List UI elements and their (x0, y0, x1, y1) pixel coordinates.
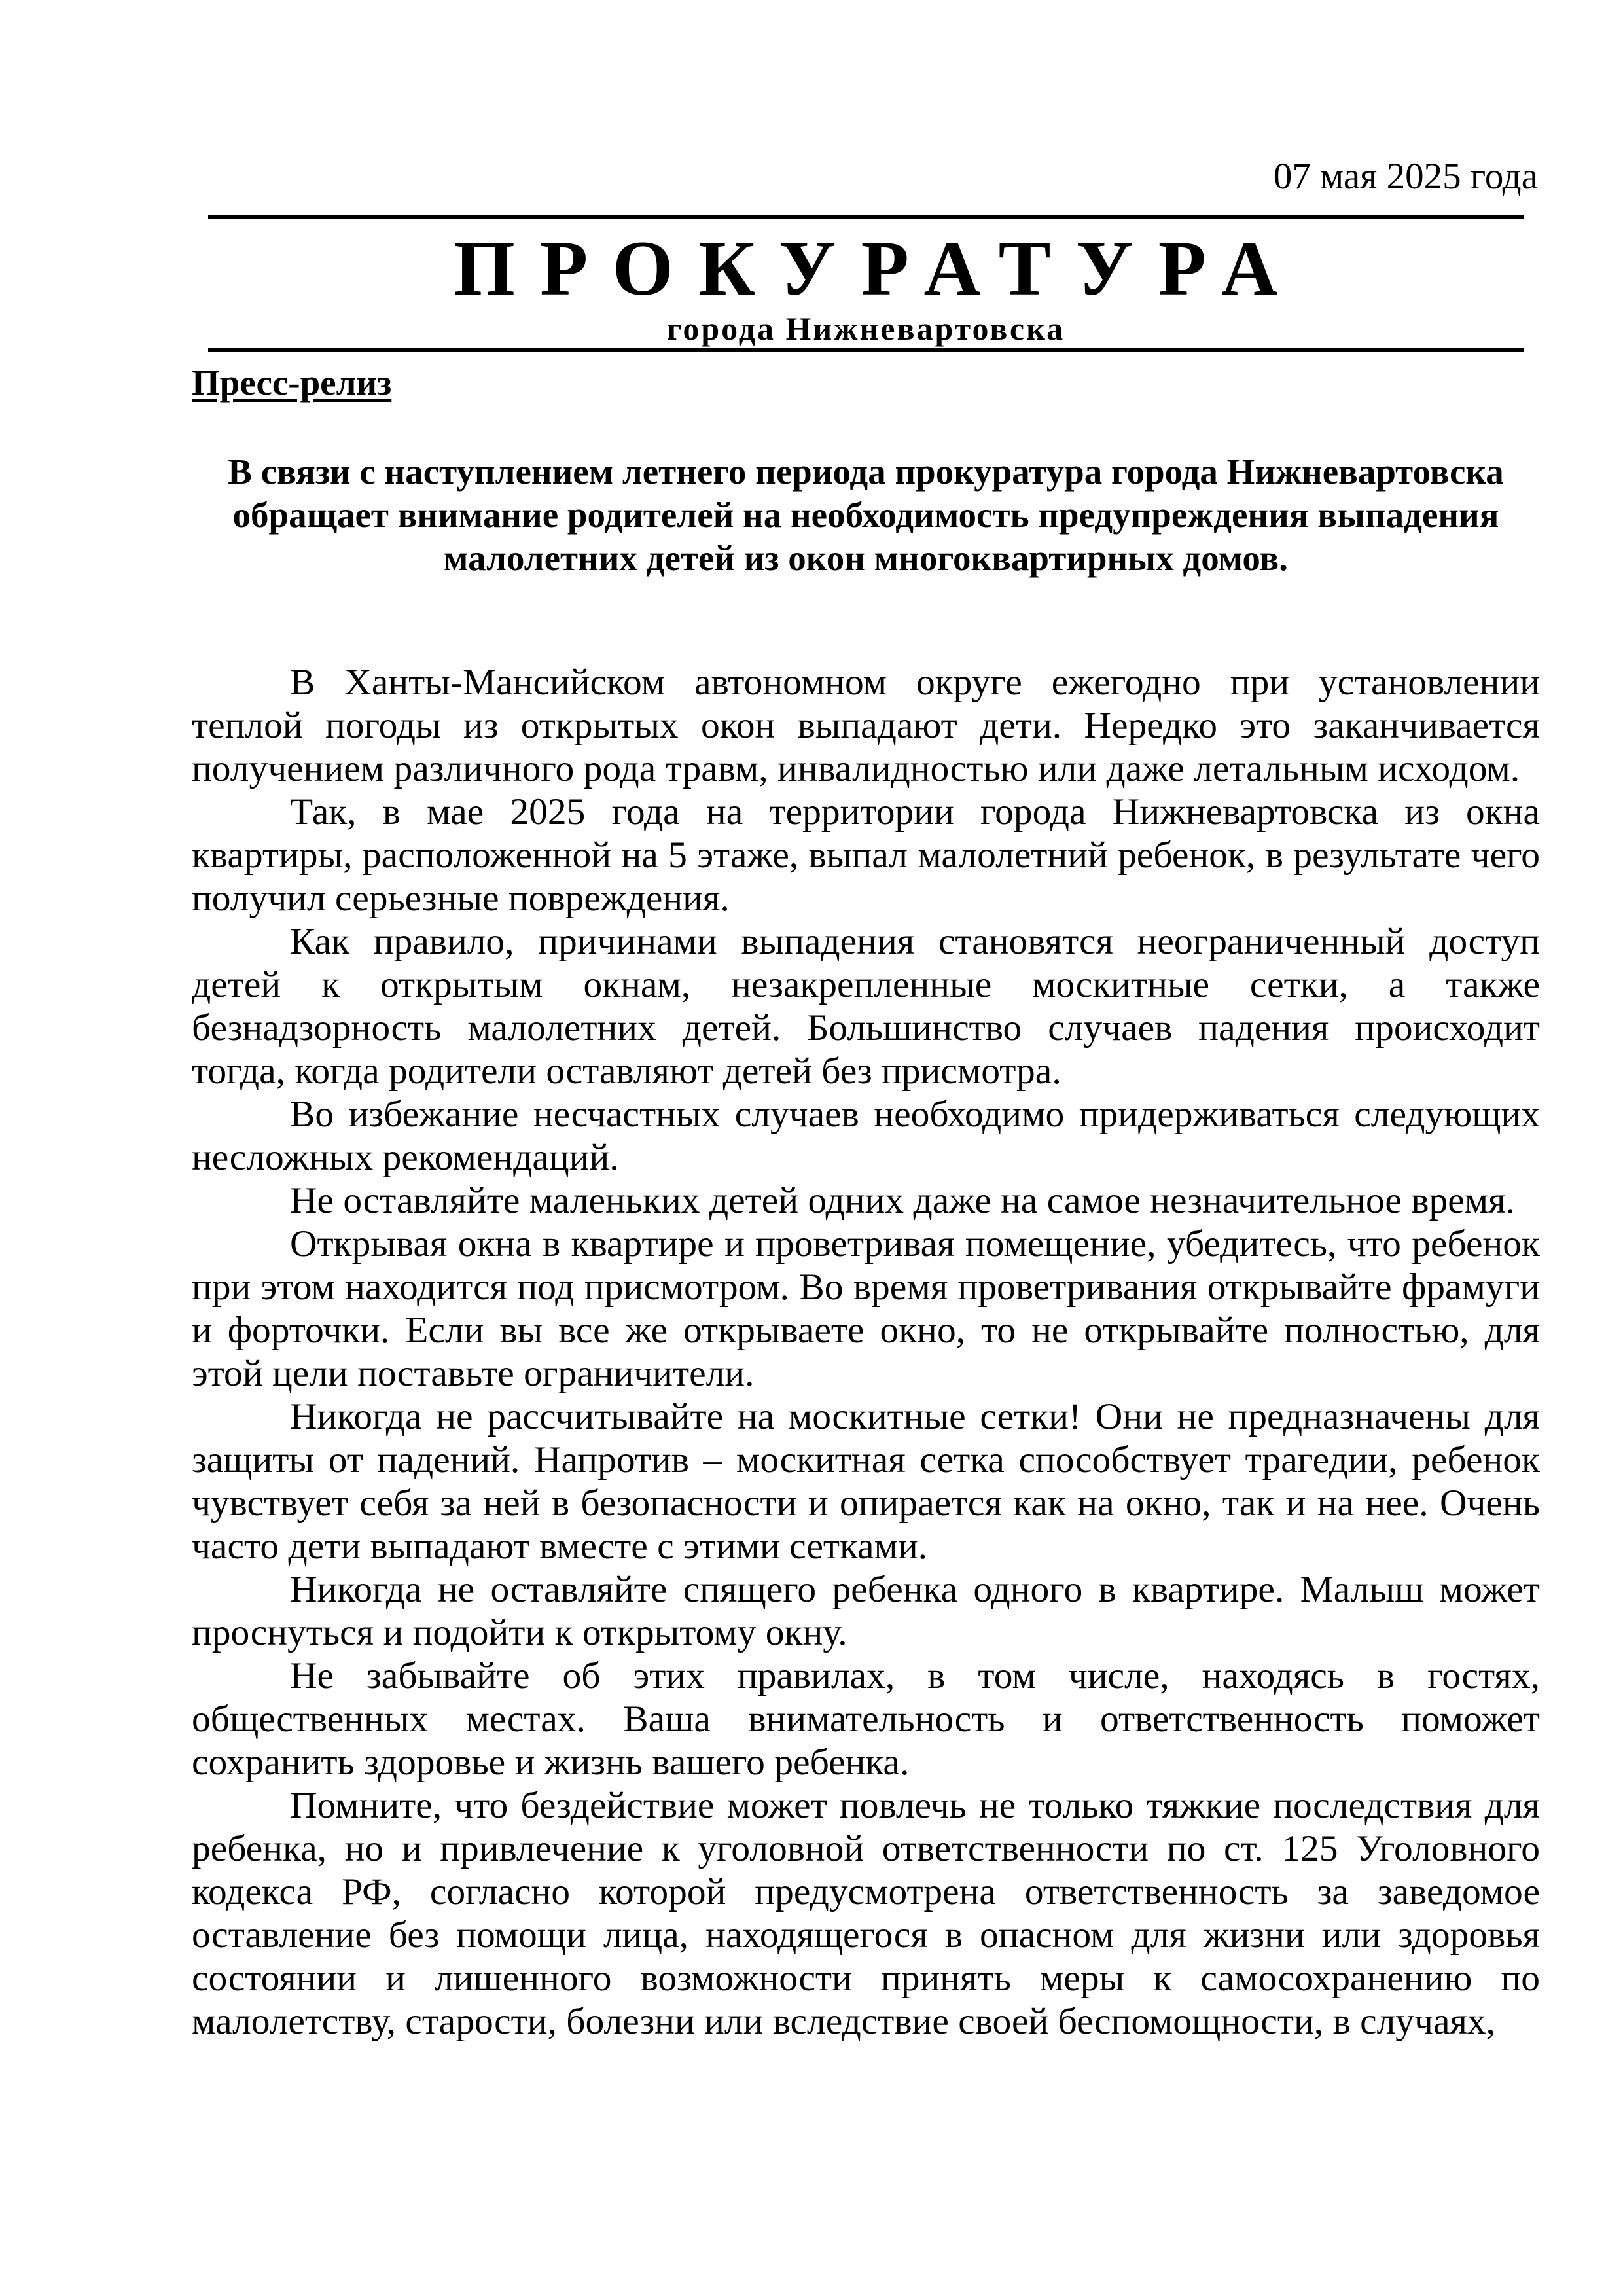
body-paragraph: Никогда не рассчитывайте на москитные сетки! Они не предназначены для защиты от падений. Напротив – москитная сетка способствует трагедии, ребенок чувствует себя за ней в безопасности и опирается как на окно, так и на нее. Очень часто дети выпадают вместе с этими сетками. (192, 1396, 1540, 1567)
press-release-body (192, 661, 1540, 2043)
organization-title: ПРОКУРАТУРА (454, 224, 1303, 312)
body-paragraph: Помните, что бездействие может повлечь не только тяжкие последствия для ребенка, но и привлечение к уголовной ответственности по ст. 125 Уголовного кодекса РФ, согласно которой предусмотрена ответственность за заведомое оставление без помощи лица, находящегося в опасном для жизни или здоровья состоянии и лишенного возможности принять меры к самосохранению по малолетству, старости, болезни или вследствие своей беспомощности, в случаях, (192, 1785, 1540, 2042)
body-paragraph: Во избежание несчастных случаев необходимо придерживаться следующих несложных рекомендаций. (192, 1094, 1540, 1178)
document-date: 07 мая 2025 года (1273, 156, 1538, 197)
body-paragraph: Открывая окна в квартире и проветривая помещение, убедитесь, что ребенок при этом находится под присмотром. Во время проветривания открывайте фрамуги и форточки. Если вы все же открываете окно, то не открывайте полностью, для этой цели поставьте ограничители. (192, 1223, 1540, 1394)
organization-city: города Нижневартовска (666, 310, 1065, 347)
document-type-label: Пресс-релиз (192, 363, 392, 403)
body-paragraph: В Ханты-Мансийском автономном округе ежегодно при установлении теплой погоды из открытых окон выпадают дети. Нередко это заканчивается получением различного рода травм, инвалидностью или даже летальным исходом. (192, 662, 1540, 789)
press-release-headline: В связи с наступлением летнего периода прокуратура города Нижневартовска обращает внимание родителей на необходимость предупреждения выпадения малолетних детей из окон многоквартирных домов. (228, 452, 1504, 578)
header-rule-top (208, 215, 1524, 219)
body-paragraph: Не забывайте об этих правилах, в том числе, находясь в гостях, общественных местах. Ваша внимательность и ответственность поможет сохранить здоровье и жизнь вашего ребенка. (192, 1655, 1540, 1783)
header-rule-bottom (208, 348, 1524, 352)
body-paragraph: Никогда не оставляйте спящего ребенка одного в квартире. Малыш может проснуться и подойти к открытому окну. (192, 1569, 1540, 1653)
body-paragraph: Как правило, причинами выпадения становятся неограниченный доступ детей к открытым окнам, незакрепленные москитные сетки, а также безнадзорность малолетних детей. Большинство случаев падения происходит тогда, когда родители оставляют детей без присмотра. (192, 921, 1540, 1092)
body-paragraph: Так, в мае 2025 года на территории города Нижневартовска из окна квартиры, расположенной на 5 этаже, выпал малолетний ребенок, в результате чего получил серьезные повреждения. (192, 791, 1540, 919)
body-paragraph: Не оставляйте маленьких детей одних даже на самое незначительное время. (290, 1180, 1515, 1221)
